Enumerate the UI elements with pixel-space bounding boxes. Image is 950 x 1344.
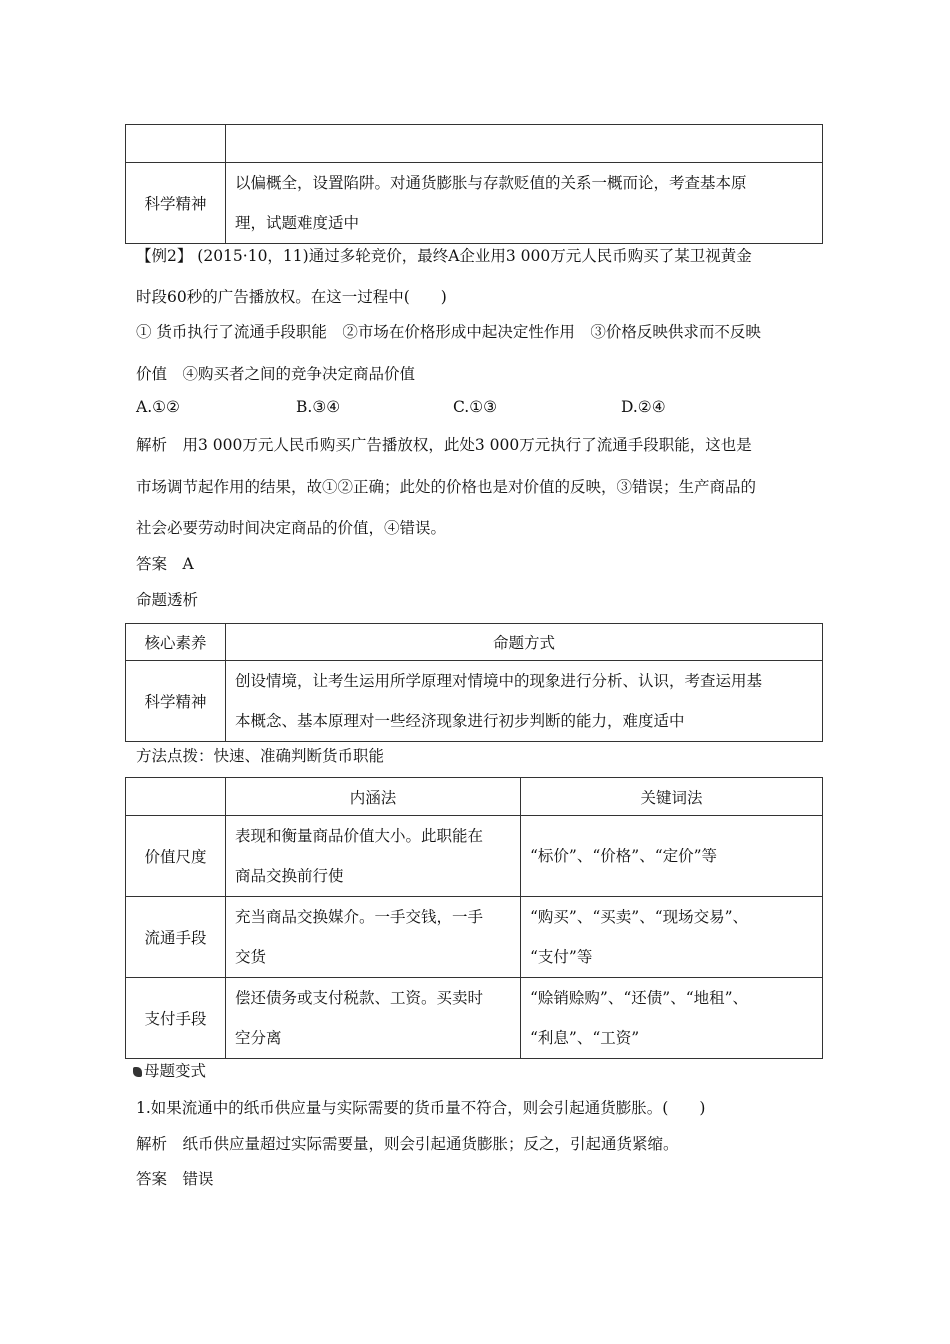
option-a: A.①② [136,398,180,416]
meaning-line: 商品交换前行使 [235,867,344,885]
top-table-content [226,163,823,244]
top-table-empty-content [226,125,823,163]
analysis-line: 市场调节起作用的结果，故①②正确；此处的价格也是对价值的反映，③错误；生产商品的 [136,478,757,496]
example2-question-line: ① 货币执行了流通手段职能 ②市场在价格形成中起决定性作用 ③价格反映供求而不反映 [136,323,761,341]
method-row-label: 支付手段 [126,978,226,1059]
answer-line: 答案 A [136,555,194,573]
method-row-meaning [226,978,521,1059]
keywords-line: “赊销赊购”、“还债”、“地租”、 [530,989,749,1007]
method-table-header [126,778,226,816]
top-table-empty-label [126,125,226,163]
meaning-line: 表现和衡量商品价值大小。此职能在 [235,827,484,845]
keywords-line: “购买”、“买卖”、“现场交易”、 [530,908,749,926]
meaning-line: 充当商品交换媒介。一手交钱，一手 [235,908,484,926]
analysis-table-label: 科学精神 [126,661,226,742]
method-table-header: 关键词法 [521,778,823,816]
analysis-table-line: 本概念、基本原理对一些经济现象进行初步判断的能力，难度适中 [235,712,685,730]
example2-question-line: 价值 ④购买者之间的竞争决定商品价值 [136,365,416,383]
variant-answer: 答案 错误 [136,1170,214,1188]
section-title: 命题透析 [136,591,199,609]
bookmark-icon [133,1067,142,1077]
analysis-line: 社会必要劳动时间决定商品的价值，④错误。 [136,519,447,537]
method-title: 方法点拨：快速、准确判断货币职能 [136,747,385,765]
method-row-keywords [521,897,823,978]
analysis-table [125,623,823,742]
example2-question-line: 【例2】 (2015·10，11)通过多轮竞价，最终A企业用3 000万元人民币购买了某卫视黄金 [136,247,752,265]
method-table-header: 内涵法 [226,778,521,816]
variant-analysis: 解析 纸币供应量超过实际需要量，则会引起通货膨胀；反之，引起通货紧缩。 [136,1135,679,1153]
method-row-meaning [226,897,521,978]
keywords-line: “标价”、“价格”、“定价”等 [530,847,718,865]
option-b: B.③④ [296,398,341,416]
keywords-line: “利息”、“工资” [530,1029,640,1047]
keywords-line: “支付”等 [530,948,593,966]
analysis-table-content [226,661,823,742]
analysis-table-header: 命题方式 [226,624,823,661]
method-table [125,777,823,1059]
method-row-label: 价值尺度 [126,816,226,897]
example2-question-line: 时段60秒的广告播放权。在这一过程中( ) [136,288,447,306]
method-row-keywords [521,978,823,1059]
analysis-line: 解析 用3 000万元人民币购买广告播放权，此处3 000万元执行了流通手段职能，这也是 [136,436,752,454]
option-c: C.①③ [453,398,498,416]
variant-title-text: 母题变式 [144,1062,207,1080]
meaning-line: 偿还债务或支付税款、工资。买卖时 [235,989,484,1007]
variant-title [133,1060,823,1082]
top-table-content-line: 以偏概全，设置陷阱。对通货膨胀与存款贬值的关系一概而论，考查基本原 [235,174,747,192]
method-row-label: 流通手段 [126,897,226,978]
analysis-table-line: 创设情境，让考生运用所学原理对情境中的现象进行分析、认识，考查运用基 [235,672,763,690]
top-table-content-line: 理，试题难度适中 [235,214,360,232]
analysis-table-header: 核心素养 [126,624,226,661]
top-table-label: 科学精神 [126,163,226,244]
variant-question: 1.如果流通中的纸币供应量与实际需要的货币量不符合，则会引起通货膨胀。( ) [136,1099,706,1117]
meaning-line: 空分离 [235,1029,282,1047]
meaning-line: 交货 [235,948,267,966]
option-d: D.②④ [621,398,666,416]
top-table [125,124,823,244]
method-row-meaning [226,816,521,897]
method-row-keywords [521,816,823,897]
